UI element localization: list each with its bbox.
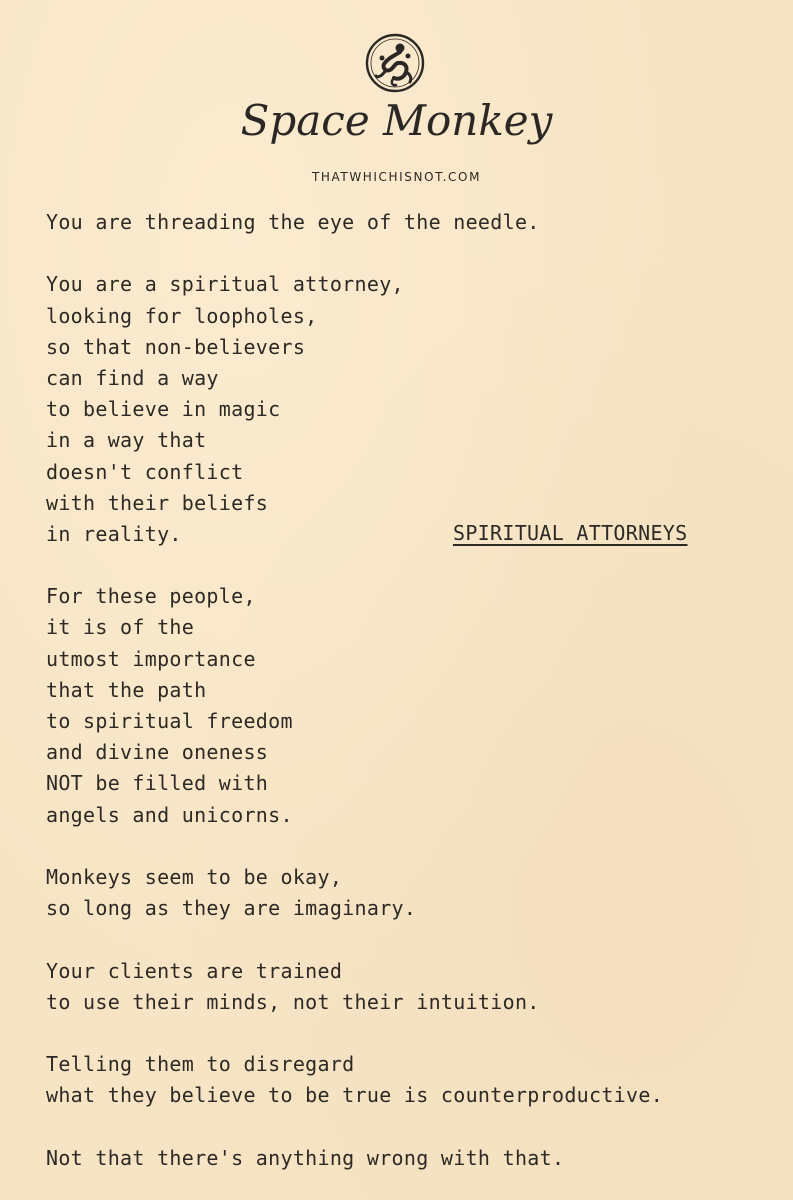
poem-line: in a way that bbox=[46, 428, 207, 453]
poem-line: looking for loopholes, bbox=[46, 303, 318, 328]
stanza-gap bbox=[46, 550, 766, 581]
poem-line: so that non-believers bbox=[46, 334, 306, 359]
poem-line: For these people, bbox=[46, 584, 256, 609]
header bbox=[0, 0, 793, 200]
poem-line: utmost importance bbox=[46, 646, 256, 671]
poem-line: with their beliefs bbox=[46, 490, 269, 515]
poem-body bbox=[46, 207, 766, 1174]
poem-line: can find a way bbox=[46, 365, 219, 390]
brand-url: THATWHICHISNOT.COM bbox=[311, 170, 482, 184]
poem-line: that the path bbox=[46, 677, 207, 702]
poem-line: and divine oneness bbox=[46, 740, 269, 765]
poem-line: to believe in magic bbox=[46, 397, 281, 422]
poem-line: Your clients are trained bbox=[46, 958, 343, 983]
poem-line: NOT be filled with bbox=[46, 771, 269, 796]
space-monkey-logo-icon bbox=[364, 32, 426, 94]
brand-title: Space Monkey bbox=[240, 96, 553, 145]
side-title: SPIRITUAL ATTORNEYS bbox=[453, 521, 688, 545]
stanza-gap bbox=[46, 831, 766, 862]
poem-line: doesn't conflict bbox=[46, 459, 244, 484]
poem-line: to spiritual freedom bbox=[46, 709, 293, 733]
poem-line: what they believe to be true is counterproductive. bbox=[46, 1083, 664, 1108]
poem-line: Monkeys seem to be okay, bbox=[46, 864, 343, 889]
poem-line: in reality. bbox=[46, 521, 182, 546]
stanza-gap bbox=[46, 1018, 766, 1049]
poem-line: angels and unicorns. bbox=[46, 802, 293, 827]
poem-line: so long as they are imaginary. bbox=[46, 896, 417, 921]
stanza-gap bbox=[46, 924, 766, 955]
stanza-gap bbox=[46, 238, 766, 269]
poem-line: Not that there's anything wrong with that. bbox=[46, 1145, 565, 1170]
poem-line: it is of the bbox=[46, 615, 195, 640]
poem-line: You are a spiritual attorney, bbox=[46, 272, 404, 297]
stanza-gap bbox=[46, 1111, 766, 1142]
poem-line: Telling them to disregard bbox=[46, 1052, 355, 1077]
poem-line: You are threading the eye of the needle. bbox=[46, 210, 540, 234]
poem-line: to use their minds, not their intuition. bbox=[46, 989, 540, 1014]
